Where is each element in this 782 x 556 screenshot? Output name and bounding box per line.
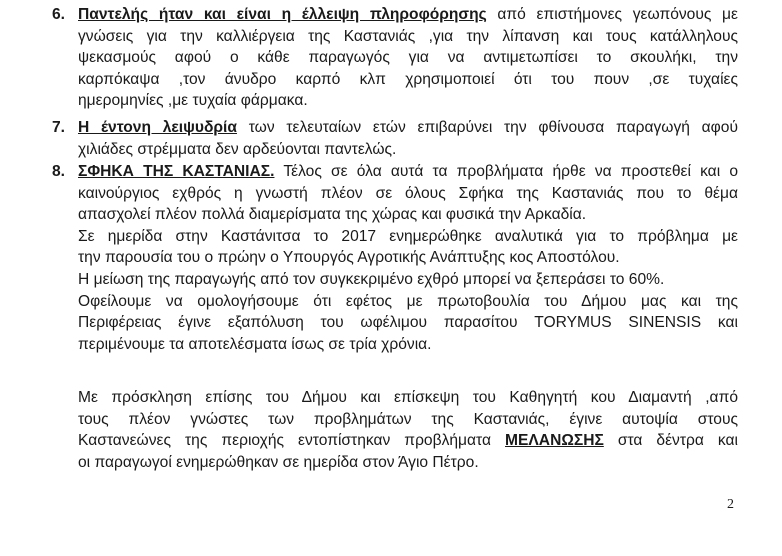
- item-line: Οφείλουμε να ομολογήσουμε ότι εφέτος με πρωτοβουλία του Δήμου μας και της: [78, 292, 738, 310]
- item-line: Η μείωση της παραγωγής από τον συγκεκριμένο εχθρό μπορεί να ξεπεράσει το 60%.: [78, 270, 665, 288]
- page-number: 2: [727, 497, 734, 512]
- item-text: [78, 4, 738, 112]
- item-line: καρπόκαψα ,τον άνυδρο καρπό κλπ χρησιμοποιεί ότι του πουν ,σε τυχαίες: [78, 70, 738, 88]
- item-heading: Η έντονη λειψυδρία: [78, 119, 237, 136]
- item-line: από επιστήμονες γεωπόνους με: [486, 6, 738, 23]
- item-line: καινούργιος εχθρός η γνωστή πλέον σε όλους Σφήκα της Καστανιάς που το θέμα: [78, 184, 738, 202]
- paragraph-line: Καστανεώνες της περιοχής εντοπίστηκαν προβλήματα ΜΕΛΑΝΩΣΗΣ στα δέντρα και: [78, 432, 738, 450]
- paragraph-line: Με πρόσκληση επίσης του Δήμου και επίσκεψη του Καθηγητή κου Διαμαντή ,από: [78, 389, 738, 406]
- item-heading: ΣΦΗΚΑ ΤΗΣ ΚΑΣΤΑΝΙΑΣ.: [78, 163, 275, 180]
- item-line: ψεκασμούς αφού ο κάθε παραγωγός για να αντιμετωπίσει το σκουλήκι, την: [78, 49, 738, 67]
- item-line: Τέλος σε όλα αυτά τα προβλήματα ήρθε να προστεθεί και ο: [274, 163, 738, 180]
- item-line: Περιφέρειας έγινε εξαπόλυση του ωφέλιμου παρασίτου TORYMUS SINENSIS και: [78, 314, 738, 332]
- item-line: γνώσεις για την καλλιέργεια της Καστανιάς ,για την λίπανση και τους κατάλληλους: [78, 27, 738, 45]
- item-line: χιλιάδες στρέμματα δεν αρδεύονται παντελώς.: [78, 140, 397, 158]
- item-text: [78, 117, 738, 160]
- item-line: την παρουσία του ο πρώην ο Υπουργός Αγροτικής Ανάπτυξης κος Αποστόλου.: [78, 249, 620, 267]
- item-line: περιμένουμε τα αποτελέσματα ίσως σε τρία χρόνια.: [78, 335, 432, 353]
- closing-paragraph: [78, 387, 738, 473]
- item-line: ημερομηνίες ,με τυχαία φάρμακα.: [78, 92, 308, 110]
- melanosis-emphasis: ΜΕΛΑΝΩΣΗΣ: [505, 432, 604, 450]
- item-line: απασχολεί πλέον πολλά διαμερίσματα της χώρας και φυσικά την Αρκαδία.: [78, 206, 587, 224]
- paragraph-line: τους πλέον γνώστες των προβλημάτων της Καστανιάς, έγινε αυτοψία στους: [78, 410, 738, 428]
- item-heading: Παντελής ήταν και είναι η έλλειψη πληροφόρησης: [78, 6, 487, 23]
- item-line: Σε ημερίδα στην Καστάνιτσα το 2017 ενημερώθηκε αναλυτικά για το πρόβλημα με: [78, 227, 738, 245]
- item-number: 6.: [52, 6, 66, 23]
- paragraph-line: οι παραγωγοί ενημερώθηκαν σε ημερίδα στον Άγιο Πέτρο.: [78, 453, 479, 471]
- item-number: 8.: [52, 163, 66, 180]
- item-text: [78, 161, 738, 355]
- item-line: των τελευταίων ετών επιβαρύνει την φθίνουσα παραγωγή αφού: [236, 119, 738, 136]
- item-number: 7.: [52, 119, 66, 136]
